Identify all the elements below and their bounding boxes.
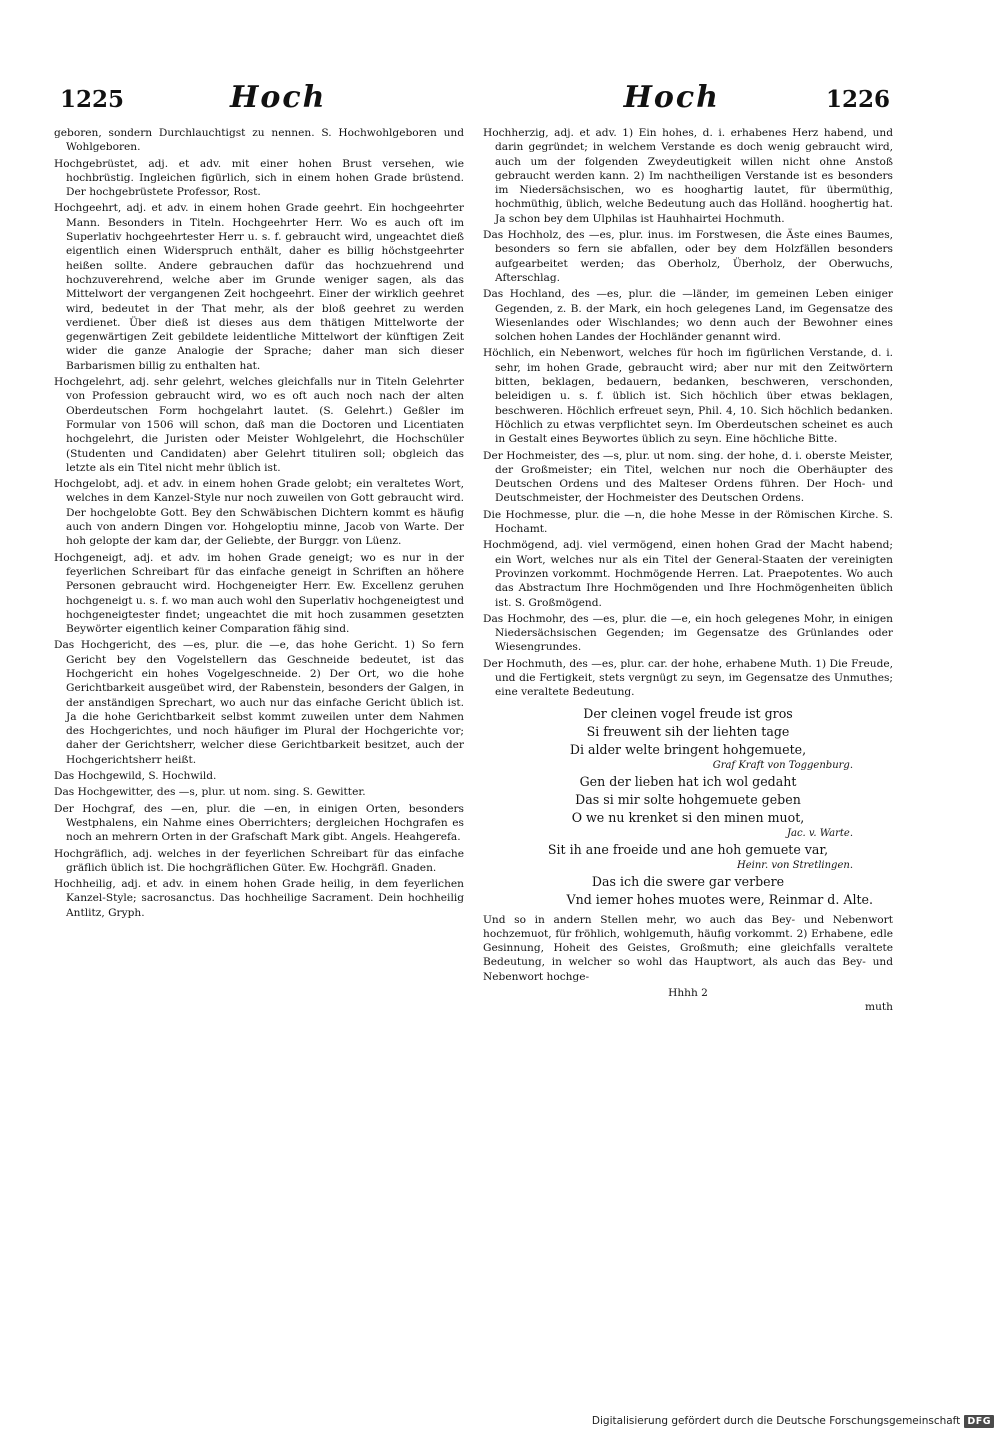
entry-hochherzig: Hochherzig, adj. et adv. 1) Ein hohes, d. i. erhabenes Herz habend, und darin gegründet; in welchem Verstande es doch wenig gebraucht wird, auch um der folgenden Zweydeutigkeit willen nicht ohne Anstoß gebraucht werden kann. 2) Im nachtheiligen Verstande ist es besonders im Niedersächsischen, wo es hooghartig lautet, für übermüthig, hochmüthig, üblich, welche Bedeutung auch das Holländ. hooghertig hat. Ja schon bey dem Ulphilas ist Hauhhairtei Hochmuth. [483,127,893,225]
right-column [483,126,893,1015]
entry-hochgeehrt: Hochgeehrt, adj. et adv. in einem hohen Grade geehrt. Ein hochgeehrter Mann. Besonders in Titeln. Hochgeehrter Herr. Wo es auch oft im Superlativ hochgeehrtester Herr u. s. f. gebraucht wird, ungeachtet dieß eigentlich einen Widerspruch enthält, daher es billig höchstgeehrter heißen sollte. Andere gebrauchen dafür das hochzuehrend und hochzuverehrend, welche aber im Grunde weniger sagen, als das Mittelwort der vergangenen Zeit hochgeehrt. Einer der wirklich geehret wird, bedeutet in der That mehr, als der bloß geehret zu werden verdienet. Über dieß ist dieses aus dem thätigen Mittelworte der gegenwärtigen Zeit gebildete leidentliche Mittelwort der künftigen Zeit wider die ganze Analogie der Sprache; daher man sich dieser Barbarismen billig zu enthalten hat. [54,202,464,372]
entry-hochgericht: Das Hochgericht, des —es, plur. die —e, das hohe Gericht. 1) So fern Gericht bey den Vogelstellern das Geschneide bedeutet, ist das Hochgericht ein hohes Vogelgeschneide. 2) Der Ort, wo die hohe Gerichtbarkeit ausgeübet wird, der Rabenstein, besonders der Galgen, in der anständigen Sprechart, wo auch nur das einfache Gericht üblich ist. Ja die hohe Gerichtbarkeit selbst kommt zuweilen unter dem Nahmen des Hochgerichtes, und noch häufiger im Plural der Hochgerichte vor; daher der Gerichtsherr, welcher diese Gerichtbarkeit besitzet, auch der Hochgerichtsherr heißt. [54,639,464,766]
funding-note: Digitalisierung gefördert durch die Deutsche Forschungsgemeinschaft [591,1415,961,1427]
entry-hochmeister: Der Hochmeister, des —s, plur. ut nom. sing. der hohe, d. i. oberste Meister, der Großmeister; ein Titel, welchen nur noch die Oberhäupter des Deutschen Ordens und des Malteser Ordens führen. Der Hoch- und Deutschmeister, der Hochmeister des Deutschen Ordens. [483,449,893,505]
entry-hochheilig: Hochheilig, adj. et adv. in einem hohen Grade heilig, in dem feyerlichen Kanzel-Style; sacrosanctus. Das hochheilige Sacrament. Dein hochheilig Antlitz, Gryph. [54,878,464,919]
running-headword-right: Hoch [623,80,720,115]
poem-line: Der cleinen vogel freude ist gros [583,705,793,721]
poem-line: O we nu krenket si den minen muot, [571,809,805,825]
page-number-left: 1225 [60,86,125,113]
catchword: muth [865,1001,893,1014]
poem-line: Sit ih ane froeide und ane hoh gemuete var, [547,841,829,857]
entry-hochgraeflich: Hochgräflich, adj. welches in der feyerlichen Schreibart für das einfache gräflich üblich ist. Die hochgräflichen Güter. Ew. Hochgräfl. Gnaden. [54,847,464,874]
poem-line: Das si mir solte hohgemuete geben [575,791,801,807]
poem-line: Das ich die swere gar verbere [591,873,785,889]
page-header [60,80,890,130]
entry-hoechlich: Höchlich, ein Nebenwort, welches für hoch im figürlichen Verstande, d. i. sehr, im hohen Grade, gebraucht wird; aber nur mit den Zeitwörtern bitten, beklagen, bedauern, bedanken, beschweren, verschonden, beleidigen u. s. f. üblich ist. Sich höchlich über etwas beklagen, beschweren. Höchlich erfreuet seyn, Phil. 4, 10. Sich höchlich bedanken. Höchlich zu etwas verpflichtet seyn. Im Oberdeutschen scheinet es auch in Gestalt eines Beywortes üblich zu seyn. Eine höchliche Bitte. [483,347,893,446]
entry-hochland: Das Hochland, des —es, plur. die —länder, im gemeinen Leben einiger Gegenden, z. B. der Mark, ein hoch gelegenes Land, im Gegensatze des Wiesenlandes oder Wischlandes; wo denn auch der Bewohner eines solchen hohen Landes der Hochländer genannt wird. [483,288,893,344]
entry-hochgeneigt: Hochgeneigt, adj. et adv. im hohen Grade geneigt; wo es nur in der feyerlichen Schreibart für das einfache geneigt in Schriften an höhere Personen gebraucht wird. Hochgeneigter Herr. Ew. Excellenz geruhen hochgeneigt u. s. f. wo man auch wohl den Superlativ hochgeneigtest und hochgeneigtester findet; ungeachtet die mit hoch zusammen gesetzten Beywörter eigentlich keiner Comparation fähig sind. [54,551,464,636]
entry-hochgewild: Das Hochgewild, S. Hochwild. [54,770,217,783]
signature-mark: Hhhh 2 [668,987,708,1000]
entry-hochholz: Das Hochholz, des —es, plur. inus. im Forstwesen, die Äste eines Baumes, besonders so fern sie abfallen, oder bey dem Holzfällen besonders aufgearbeitet werden; das Oberholz, Überholz, der Oberwuchs, Afterschlag. [483,229,893,284]
poem-quotation [483,705,893,909]
entry-hochgebruestet: Hochgebrüstet, adj. et adv. mit einer hohen Brust versehen, wie hochbrüstig. Ingleichen figürlich, sich in einem hohen Grade brüstend. Der hochgebrüstete Professor, Rost. [54,157,464,199]
dfg-logo: DFG [964,1415,994,1428]
entry-hochmoegend: Hochmögend, adj. viel vermögend, einen hohen Grad der Macht habend; ein Wort, welches nur als ein Titel der General-Staaten der vereinigten Provinzen vorkommt. Hochmögende Herren. Lat. Praepotentes. Wo auch das Abstractum Ihre Hochmögenden und Ihre Hochmögenheiten üblich ist. S. Großmögend. [483,539,893,609]
entry-hochgraf: Der Hochgraf, des —en, plur. die —en, in einigen Orten, besonders Westphalens, ein Nahme eines Oberrichters; dergleichen Hochgrafen es noch an mehrern Orten in der Grafschaft Mark gibt. Angels. Heahgerefa. [54,802,464,844]
entry-hochgewitter: Das Hochgewitter, des —s, plur. ut nom. sing. S. Gewitter. [54,786,366,799]
poem-author: Graf Kraft von Toggenburg. [712,759,853,771]
entry-hochmuth-continued: Und so in andern Stellen mehr, wo auch das Bey- und Nebenwort hochzemuot, für fröhlich, wohlgemuth, häufig vorkommt. 2) Erhabene, edle Gesinnung, Hoheit des Geistes, Großmuth; eine gleichfalls veraltete Bedeutung, in welcher so wohl das Hauptwort, als auch das Bey- und Nebenwort hochge- [483,913,893,983]
poem-line: Si freuwent sih der liehten tage [586,723,790,739]
left-column [54,126,464,922]
entry-hochgelobt: Hochgelobt, adj. et adv. in einem hohen Grade gelobt; ein veraltetes Wort, welches in dem Kanzel-Style nur noch zuweilen von Gott gebraucht wird. Der hochgelobte Gott. Bey den Schwäbischen Dichtern kommt es häufig auch von andern Dingen vor. Hohgeloptiu minne, Jacob von Warte. Der hoh gelopte der kam dar, der Geliebte, der Burggr. von Lüenz. [54,478,464,548]
entry-hochmohr: Das Hochmohr, des —es, plur. die —e, ein hoch gelegenes Mohr, in einigen Niedersächsischen Gegenden; im Gegensatze des Grünlandes oder Wiesengrundes. [483,612,893,654]
running-headword-left: Hoch [230,80,327,115]
page-number-right: 1226 [825,86,890,113]
entry-continuation: geboren, sondern Durchlauchtigst zu nennen. S. Hochwohlgeboren und Wohlgeboren. [54,127,464,154]
poem-author: Jac. v. Warte. [786,827,853,839]
poem-line: Gen der lieben hat ich wol gedaht [579,773,797,789]
entry-hochgelehrt: Hochgelehrt, adj. sehr gelehrt, welches gleichfalls nur in Titeln Gelehrter von Profession gebraucht wird, wo es oft auch noch nach der alten Oberdeutschen Form hochgelahrt lautet. (S. Gelehrt.) Geßler im Formular von 1506 will schon, daß man die Doctoren und Licentiaten hochgelehrt, die Juristen oder Meister Wohlgelehrt, die Hochschüler (Studenten und Candidaten) aber Gelehrt tituliren soll; obgleich das letzte als ein Titel nicht mehr üblich ist. [54,376,464,474]
poem-line: Di alder welte bringent hohgemuete, [569,741,807,757]
entry-hochmuth: Der Hochmuth, des —es, plur. car. der hohe, erhabene Muth. 1) Die Freude, und die Fertigkeit, stets vergnügt zu seyn, im Gegensatze des Unmuthes; eine veraltete Bedeutung. [483,657,893,699]
poem-line: Vnd iemer hohes muotes were, Reinmar d. Alte. [566,891,873,907]
poem-author: Heinr. von Stretlingen. [737,859,853,871]
entry-hochmesse: Die Hochmesse, plur. die —n, die hohe Messe in der Römischen Kirche. S. Hochamt. [483,508,893,536]
digitization-footer [590,1413,994,1429]
